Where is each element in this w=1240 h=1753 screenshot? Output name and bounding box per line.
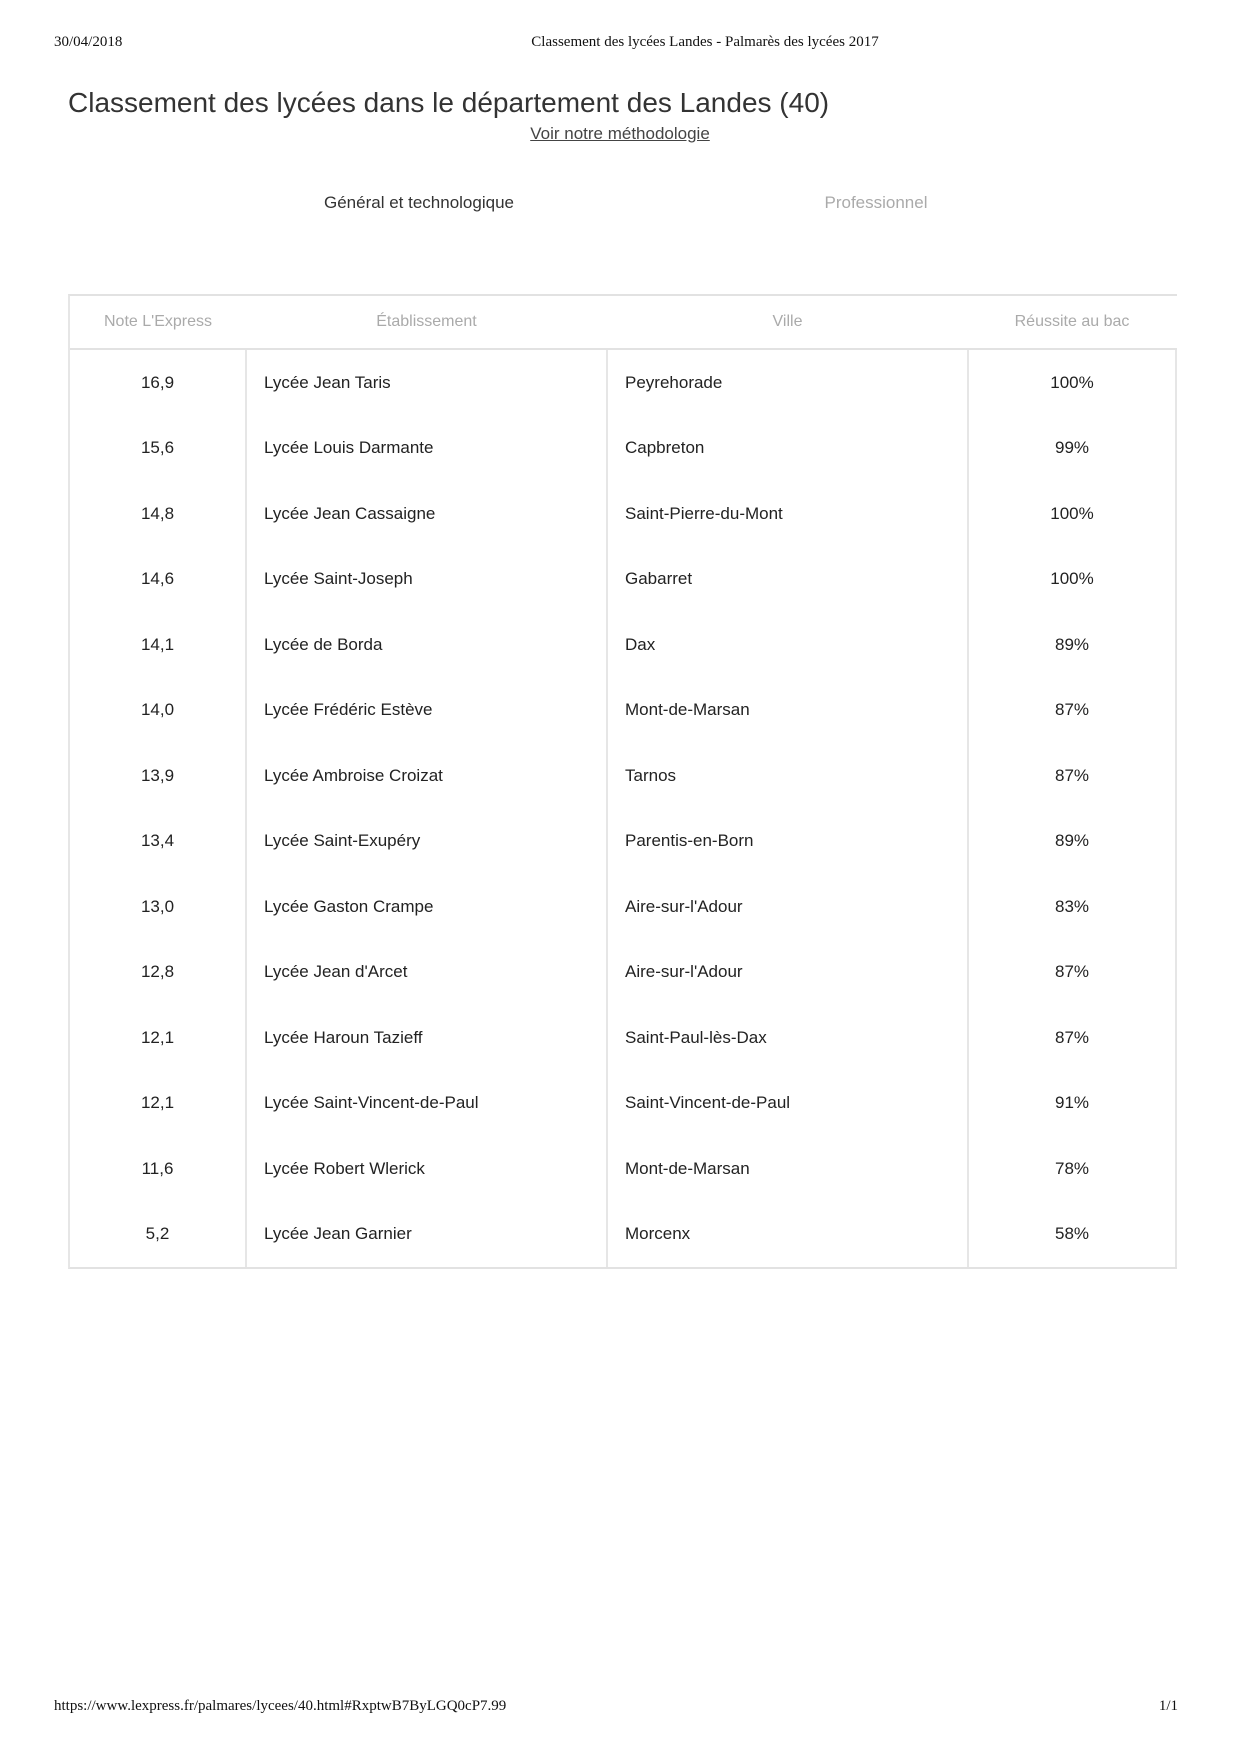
cell-etablissement: Lycée Frédéric Estève [246,678,607,744]
table-body [70,349,1176,1267]
table-row [70,1202,1176,1268]
cell-reussite: 87% [968,940,1176,1006]
cell-etablissement: Lycée Saint-Joseph [246,547,607,613]
table-row [70,481,1176,547]
cell-etablissement: Lycée Haroun Tazieff [246,1005,607,1071]
cell-etablissement: Lycée Saint-Vincent-de-Paul [246,1071,607,1137]
cell-note: 14,6 [70,547,246,613]
cell-ville: Saint-Paul-lès-Dax [607,1005,968,1071]
page-title: Classement des lycées dans le département des Landes (40) [68,87,830,118]
cell-ville: Peyrehorade [607,349,968,416]
cell-ville: Saint-Vincent-de-Paul [607,1071,968,1137]
table-row [70,1005,1176,1071]
cell-etablissement: Lycée Jean d'Arcet [246,940,607,1006]
tab-professionnel[interactable]: Professionnel [824,193,928,212]
table-row [70,547,1176,613]
cell-ville: Aire-sur-l'Adour [607,940,968,1006]
cell-reussite: 58% [968,1202,1176,1268]
cell-etablissement: Lycée Robert Wlerick [246,1136,607,1202]
table-row [70,874,1176,940]
column-header-ville[interactable]: Ville [607,296,968,349]
cell-ville: Mont-de-Marsan [607,1136,968,1202]
print-date: 30/04/2018 [54,34,123,50]
cell-ville: Tarnos [607,743,968,809]
table-header-row [70,296,1176,349]
cell-note: 13,9 [70,743,246,809]
cell-reussite: 89% [968,612,1176,678]
cell-note: 12,1 [70,1005,246,1071]
print-url: https://www.lexpress.fr/palmares/lycees/40.html#RxptwB7ByLGQ0cP7.99 [54,1698,507,1714]
table-row [70,1136,1176,1202]
cell-note: 12,8 [70,940,246,1006]
cell-reussite: 100% [968,349,1176,416]
cell-reussite: 83% [968,874,1176,940]
cell-ville: Gabarret [607,547,968,613]
cell-note: 16,9 [70,349,246,416]
ranking-table [68,294,1177,1269]
cell-reussite: 91% [968,1071,1176,1137]
cell-ville: Saint-Pierre-du-Mont [607,481,968,547]
cell-etablissement: Lycée de Borda [246,612,607,678]
cell-ville: Mont-de-Marsan [607,678,968,744]
cell-etablissement: Lycée Jean Cassaigne [246,481,607,547]
cell-reussite: 100% [968,547,1176,613]
cell-ville: Parentis-en-Born [607,809,968,875]
column-header-etablissement[interactable]: Établissement [246,296,607,349]
cell-reussite: 87% [968,743,1176,809]
cell-reussite: 89% [968,809,1176,875]
cell-note: 14,1 [70,612,246,678]
print-page-title: Classement des lycées Landes - Palmarès des lycées 2017 [531,34,879,50]
cell-note: 5,2 [70,1202,246,1268]
table-row [70,809,1176,875]
table-row [70,612,1176,678]
cell-ville: Aire-sur-l'Adour [607,874,968,940]
cell-reussite: 78% [968,1136,1176,1202]
cell-note: 13,4 [70,809,246,875]
cell-etablissement: Lycée Jean Garnier [246,1202,607,1268]
table-row [70,678,1176,744]
cell-reussite: 87% [968,1005,1176,1071]
print-page-number: 1/1 [1158,1698,1178,1714]
column-header-reussite[interactable]: Réussite au bac [968,296,1176,349]
table-row [70,349,1176,416]
category-tabs [68,193,1175,223]
tab-general-technologique[interactable]: Général et technologique [324,193,514,212]
cell-ville: Morcenx [607,1202,968,1268]
cell-ville: Capbreton [607,416,968,482]
cell-reussite: 99% [968,416,1176,482]
cell-note: 12,1 [70,1071,246,1137]
table-row [70,940,1176,1006]
cell-note: 11,6 [70,1136,246,1202]
cell-etablissement: Lycée Saint-Exupéry [246,809,607,875]
cell-note: 13,0 [70,874,246,940]
cell-note: 15,6 [70,416,246,482]
cell-note: 14,8 [70,481,246,547]
cell-note: 14,0 [70,678,246,744]
table-row [70,743,1176,809]
cell-ville: Dax [607,612,968,678]
table-row [70,1071,1176,1137]
cell-etablissement: Lycée Gaston Crampe [246,874,607,940]
column-header-note[interactable]: Note L'Express [70,296,246,349]
cell-reussite: 100% [968,481,1176,547]
cell-etablissement: Lycée Ambroise Croizat [246,743,607,809]
table-row [70,416,1176,482]
methodology-link[interactable]: Voir notre méthodologie [530,124,710,143]
cell-reussite: 87% [968,678,1176,744]
cell-etablissement: Lycée Louis Darmante [246,416,607,482]
cell-etablissement: Lycée Jean Taris [246,349,607,416]
